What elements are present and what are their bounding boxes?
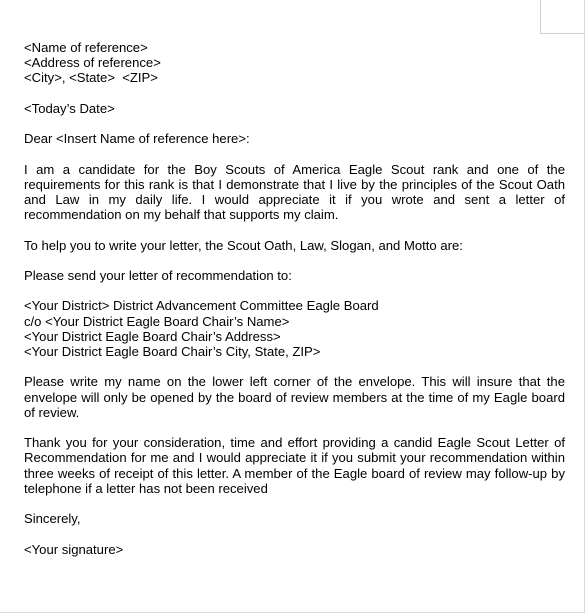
paragraph-envelope: Please write my name on the lower left corner of the envelope. This will insure that the envelope will only be opened by the board of review members at the time of my Eagle board of review. <box>24 374 565 420</box>
send-to-line: c/o <Your District Eagle Board Chair’s Name> <box>24 313 290 329</box>
paragraph-oath-intro: To help you to write your letter, the Scout Oath, Law, Slogan, and Motto are: <box>24 237 463 253</box>
page-corner-mark <box>540 0 584 34</box>
signature: <Your signature> <box>24 541 124 557</box>
address-line: <Address of reference> <box>24 55 161 71</box>
letter-body <box>24 40 565 557</box>
send-to-line: <Your District> District Advancement Committee Eagle Board <box>24 298 379 314</box>
send-to-block <box>24 298 565 359</box>
corner-mark-horizontal <box>540 33 584 34</box>
send-to-line: <Your District Eagle Board Chair’s Address> <box>24 328 281 344</box>
paragraph-send-to: Please send your letter of recommendation to: <box>24 267 292 283</box>
corner-mark-vertical <box>540 0 541 34</box>
salutation: Dear <Insert Name of reference here>: <box>24 131 250 147</box>
address-line: <Name of reference> <box>24 40 148 55</box>
address-line: <City>, <State> <ZIP> <box>24 70 158 86</box>
closing: Sincerely, <box>24 511 81 527</box>
paragraph-thanks: Thank you for your consideration, time and effort providing a candid Eagle Scout Letter of Recommendation for me and I would appreciate it if you submit your recommendation within three weeks of receipt of this letter. A member of the Eagle board of review may follow-up by telephone if a letter has not been received <box>24 435 565 496</box>
paragraph-request: I am a candidate for the Boy Scouts of America Eagle Scout rank and one of the requirements for this rank is that I demonstrate that I live by the principles of the Scout Oath and Law in my daily life. I would appreciate it if you wrote and sent a letter of recommendation on my behalf that supports my claim. <box>24 161 565 223</box>
letter-date: <Today’s Date> <box>24 100 115 116</box>
send-to-line: <Your District Eagle Board Chair’s City, State, ZIP> <box>24 343 321 359</box>
address-block <box>24 40 565 86</box>
